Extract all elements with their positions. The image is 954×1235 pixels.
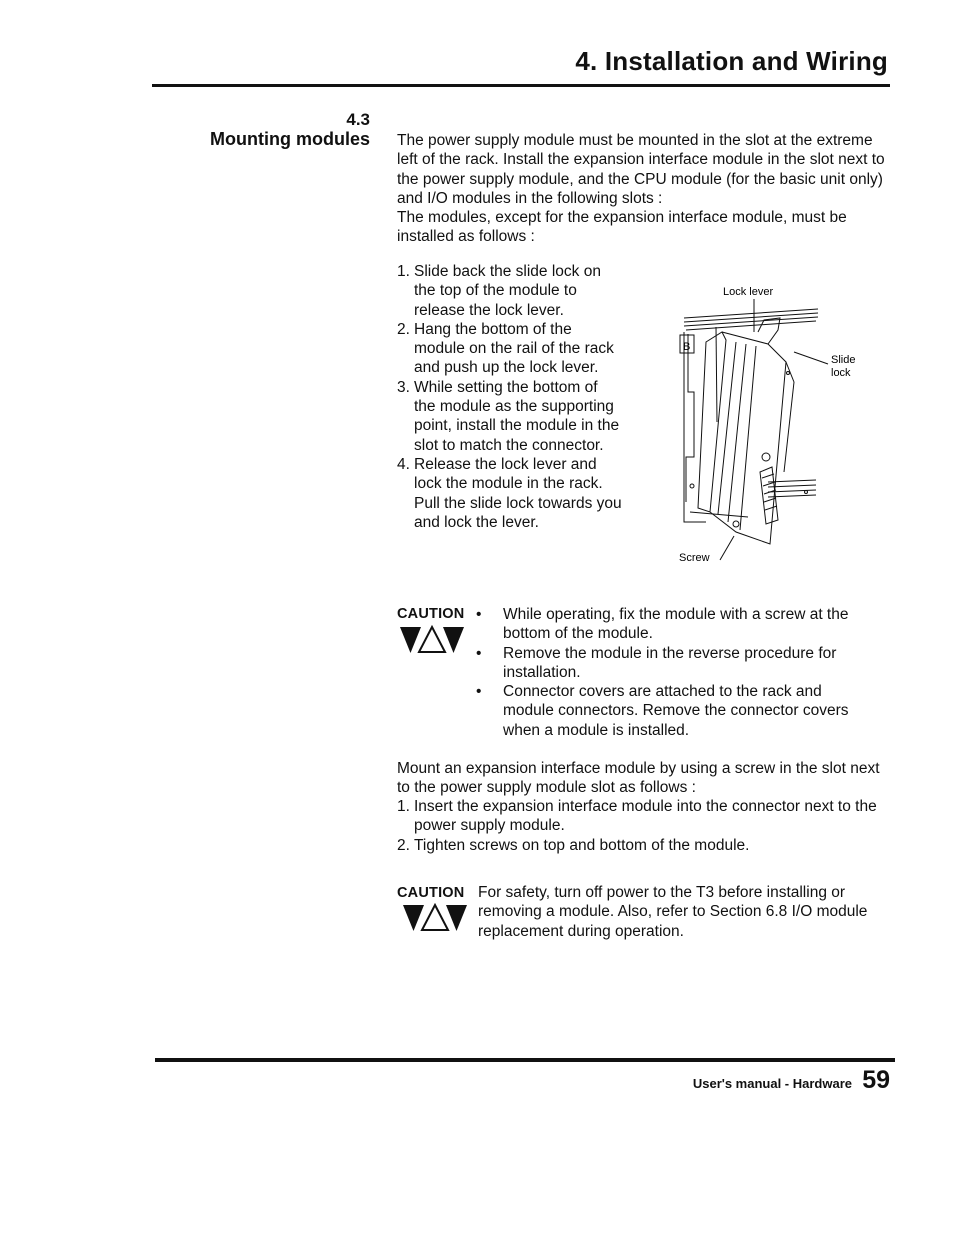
step-number: 1. — [397, 798, 410, 815]
section-number: 4.3 — [346, 110, 370, 129]
chapter-title: 4. Installation and Wiring — [575, 46, 888, 76]
screw-label: Screw — [679, 552, 710, 564]
mounting-steps — [397, 262, 622, 532]
list-item — [476, 682, 876, 740]
bullet-symbol: • — [476, 644, 482, 662]
intro-paragraph: The power supply module must be mounted in the slot at the extreme left of the rack. Install the expansion interface module in the slot next to the power supply module, and the CPU module (for the basic unit only) and I/O modules in the following slots : The modules, except for the expansion interface module, must be installed as follows : — [397, 132, 885, 246]
caution-text-2: For safety, turn off power to the T3 before installing or removing a module. Also, refer to Section 6.8 I/O module replacement during operation. — [478, 884, 868, 940]
list-item — [397, 797, 887, 836]
step-number: 2. — [397, 320, 410, 338]
list-item — [397, 262, 622, 320]
module-mounting-figure — [676, 282, 866, 567]
bullet-symbol: • — [476, 683, 482, 701]
list-item — [397, 378, 622, 455]
caution-bullets — [476, 605, 876, 740]
lock-lever-label: Lock lever — [723, 286, 774, 298]
step-text: While setting the bottom of the module as the supporting point, install the module in the slot to match the connector. — [414, 378, 620, 454]
step-number: 3. — [397, 378, 410, 396]
caution-triangles-icon — [403, 903, 467, 933]
expansion-steps — [397, 797, 887, 855]
step-text: Insert the expansion interface module into the connector next to the power supply module. — [414, 798, 877, 835]
header-rule — [152, 84, 890, 87]
list-item — [476, 644, 876, 683]
step-number: 4. — [397, 455, 410, 473]
section-title: Mounting modules — [210, 129, 370, 149]
step-text: Release the lock lever and lock the module in the rack. Pull the slide lock towards you and lock the lever. — [414, 455, 622, 531]
step-number: 2. — [397, 836, 410, 854]
slide-lock-label — [831, 354, 859, 379]
page-number: 59 — [862, 1066, 890, 1094]
expansion-paragraph: Mount an expansion interface module by using a screw in the slot next to the power supply module slot as follows : — [397, 760, 880, 797]
list-item — [476, 605, 876, 644]
caution-label: CAUTION — [397, 606, 465, 622]
step-text: Tighten screws on top and bottom of the module. — [414, 836, 750, 854]
caution-label-2: CAUTION — [397, 885, 465, 901]
bullet-text: While operating, fix the module with a screw at the bottom of the module. — [503, 606, 849, 643]
slide-lock-label-line1: Slide — [831, 354, 856, 366]
bullet-text: Connector covers are attached to the rack and module connectors. Remove the connector covers when a module is installed. — [503, 683, 849, 739]
step-text: Hang the bottom of the module on the rail of the rack and push up the lock lever. — [414, 320, 614, 377]
slide-lock-label-line2: lock — [831, 367, 851, 379]
bullet-text: Remove the module in the reverse procedure for installation. — [503, 644, 837, 681]
caution-triangles-icon — [400, 625, 464, 655]
list-item — [397, 836, 887, 855]
step-text: Slide back the slide lock on the top of the module to release the lock lever. — [414, 263, 601, 319]
list-item — [397, 320, 622, 378]
list-item — [397, 455, 622, 532]
footer-rule — [155, 1058, 895, 1062]
step-number: 1. — [397, 263, 410, 280]
bullet-symbol: • — [476, 606, 482, 623]
figure-label-b: B — [683, 341, 691, 353]
footer-text: User's manual - Hardware — [692, 1076, 852, 1091]
